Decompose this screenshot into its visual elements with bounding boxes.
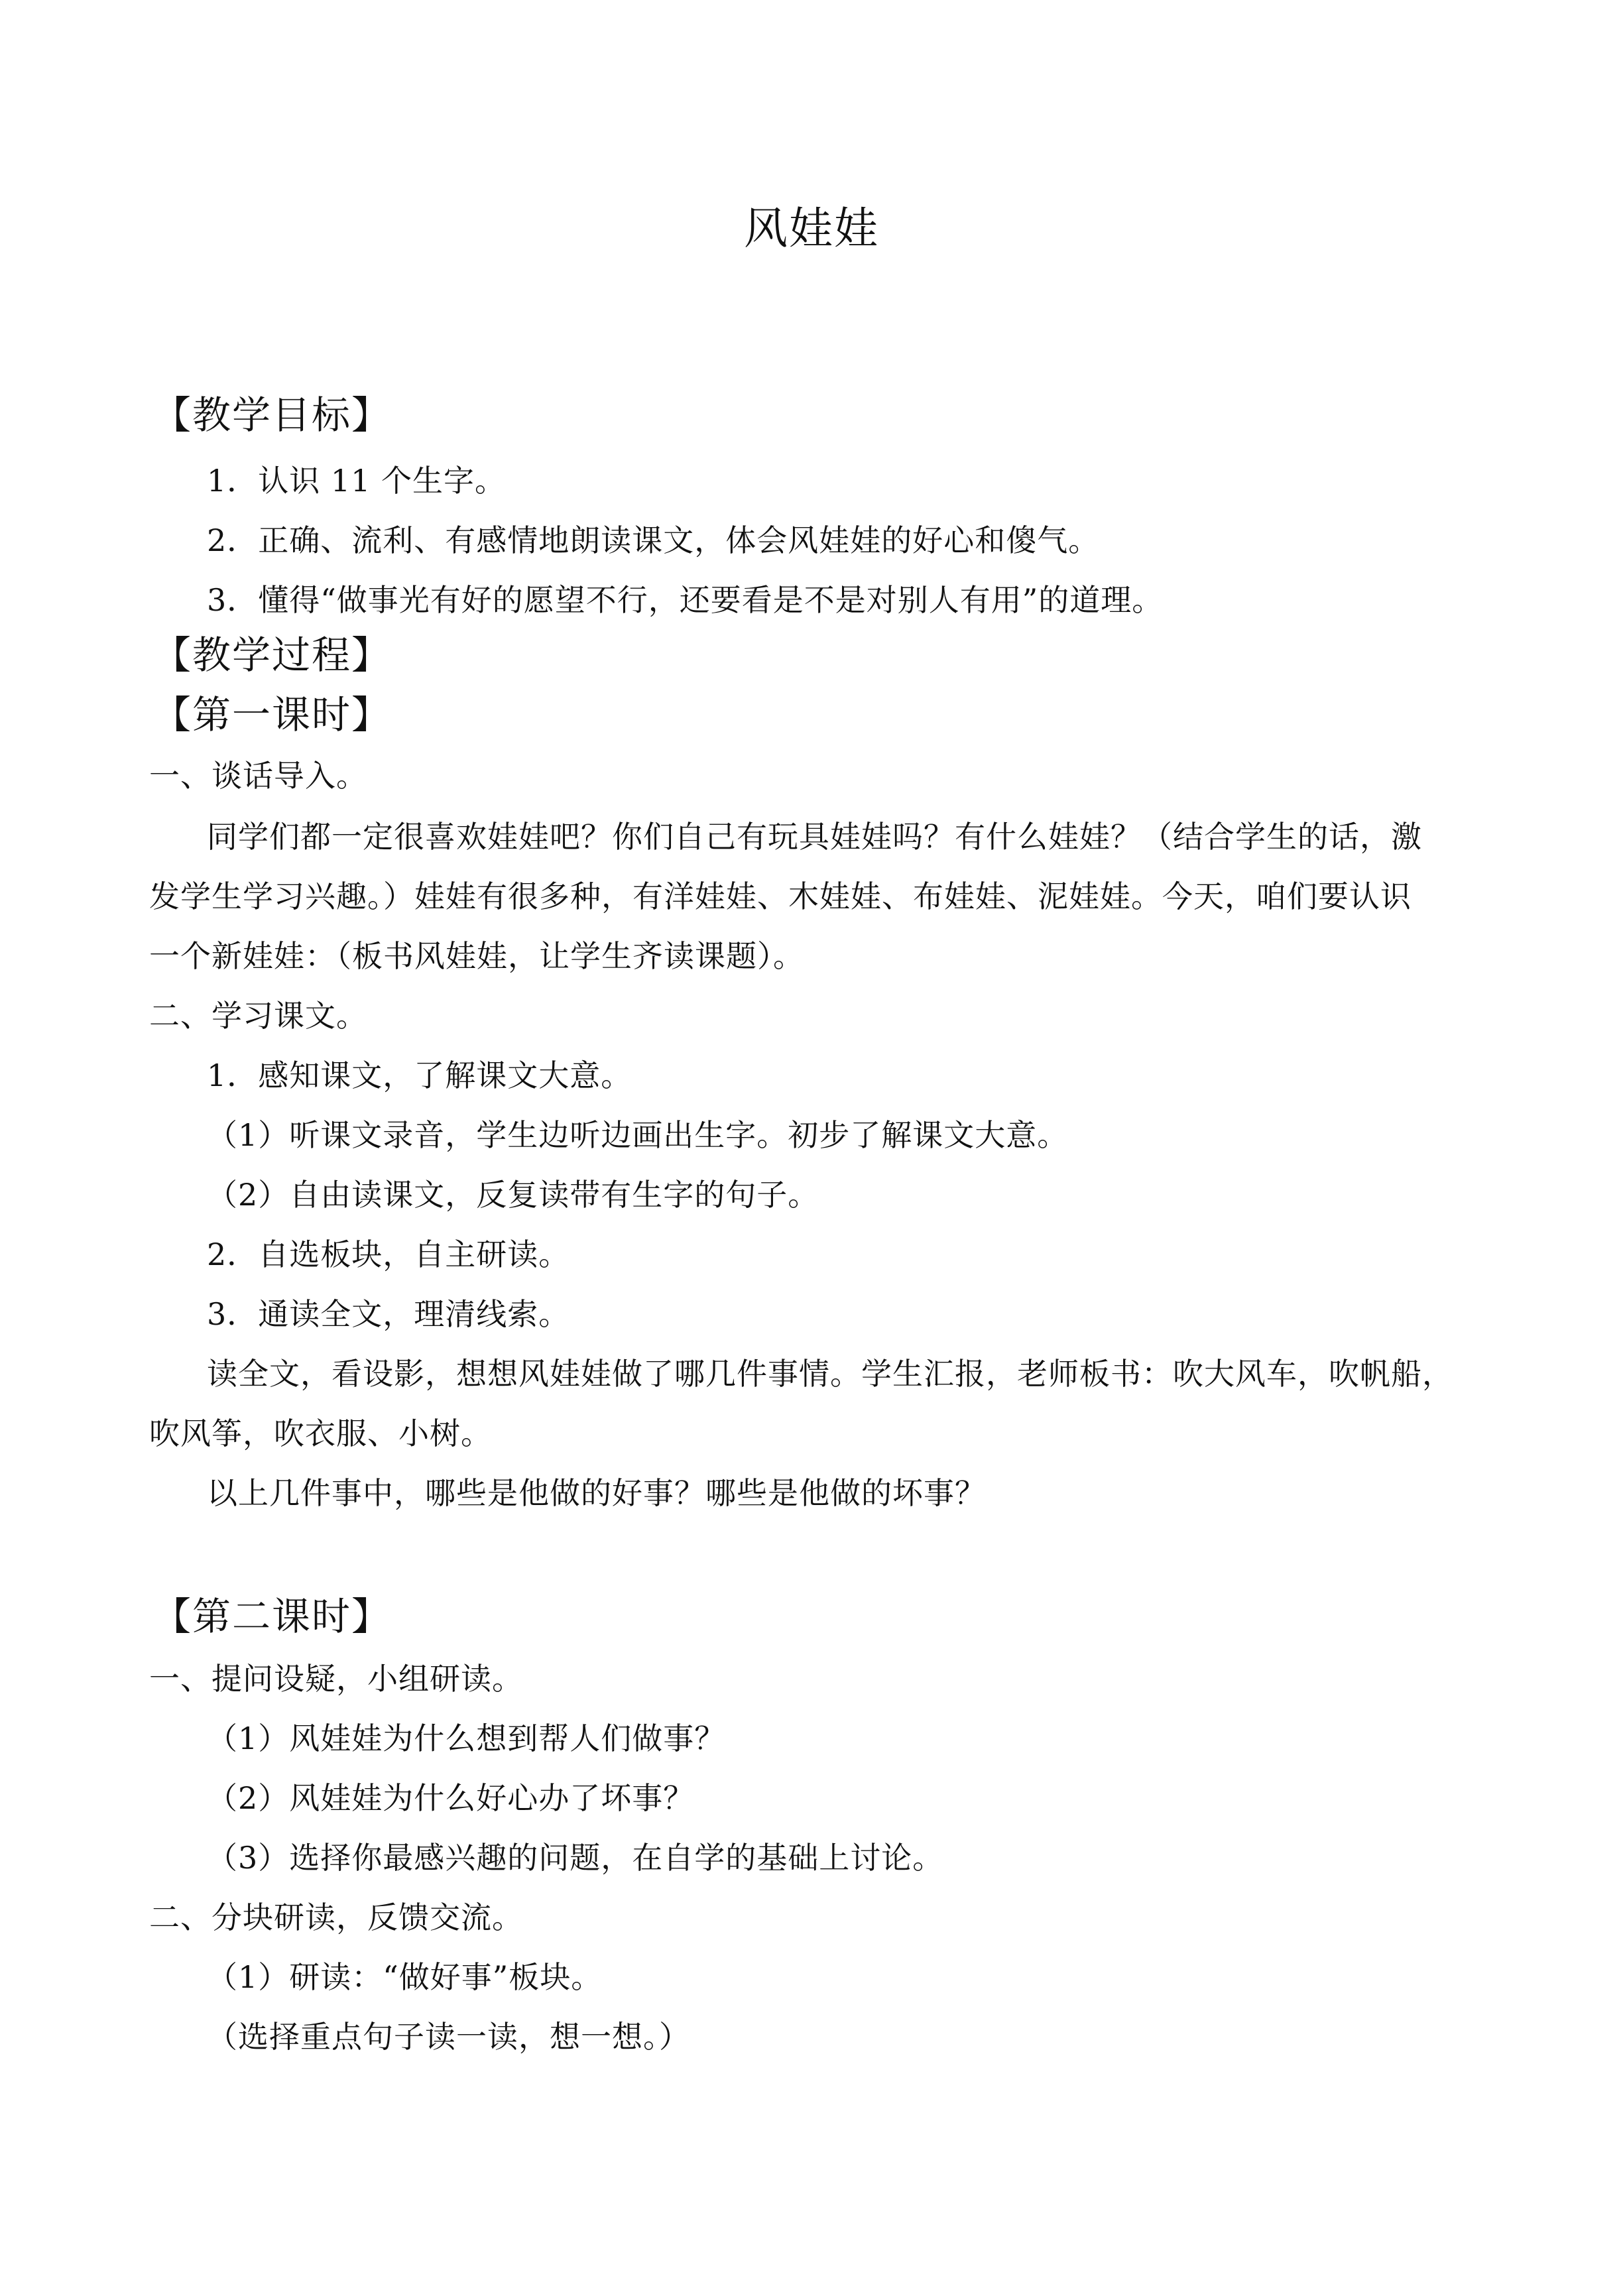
lesson1-question-paragraph: 以上几件事中，哪些是他做的好事？哪些是他做的坏事？ (207, 1475, 986, 1511)
document-title: 风娃娃 (744, 203, 879, 254)
heading-lesson-1: 【第一课时】 (152, 692, 392, 737)
lesson1-reading-paragraph-line-1: 读全文，看设影，想想风娃娃做了哪几件事情。学生汇报，老师板书：吹大风车，吹帆船， (207, 1356, 1453, 1392)
goal-item-1: 1．认识 11 个生字。 (207, 463, 507, 499)
lesson2-part2-heading: 二、分块研读，反馈交流。 (149, 1900, 523, 1935)
goal-item-2: 2．正确、流利、有感情地朗读课文，体会风娃娃的好心和傻气。 (207, 522, 1100, 558)
lesson1-reading-paragraph-line-2: 吹风筝，吹衣服、小树。 (149, 1416, 492, 1451)
lesson1-part1-heading: 一、谈话导入。 (149, 758, 367, 794)
heading-lesson-2: 【第二课时】 (152, 1594, 392, 1639)
lesson2-reading-1-note: （选择重点句子读一读，想一想。） (207, 2019, 690, 2055)
lesson1-step-1: 1．感知课文，了解课文大意。 (207, 1057, 632, 1093)
lesson2-question-2: （2）风娃娃为什么好心办了坏事？ (207, 1780, 695, 1816)
lesson1-intro-paragraph-line-1: 同学们都一定很喜欢娃娃吧？你们自己有玩具娃娃吗？有什么娃娃？（结合学生的话，激 (207, 819, 1422, 855)
lesson1-intro-paragraph-line-2: 发学生学习兴趣。）娃娃有很多种，有洋娃娃、木娃娃、布娃娃、泥娃娃。今天，咱们要认识 (149, 878, 1412, 914)
lesson1-step-3: 3．通读全文，理清线索。 (207, 1296, 570, 1332)
lesson2-part1-heading: 一、提问设疑，小组研读。 (149, 1661, 523, 1697)
goal-item-3: 3．懂得“做事光有好的愿望不行，还要看是不是对别人有用”的道理。 (207, 582, 1164, 618)
lesson1-step-1-sub-1: （1）听课文录音，学生边听边画出生字。初步了解课文大意。 (207, 1117, 1069, 1153)
lesson1-part2-heading: 二、学习课文。 (149, 998, 367, 1034)
lesson1-intro-paragraph-line-3: 一个新娃娃：（板书风娃娃，让学生齐读课题）。 (149, 938, 804, 974)
lesson2-question-1: （1）风娃娃为什么想到帮人们做事？ (207, 1721, 726, 1756)
lesson1-step-2: 2．自选板块，自主研读。 (207, 1237, 570, 1272)
lesson1-step-1-sub-2: （2）自由读课文，反复读带有生字的句子。 (207, 1177, 819, 1213)
heading-teaching-goals: 【教学目标】 (152, 393, 392, 438)
lesson2-reading-1: （1）研读：“做好事”板块。 (207, 1959, 603, 1995)
heading-teaching-process: 【教学过程】 (152, 633, 392, 678)
lesson2-question-3: （3）选择你最感兴趣的问题，在自学的基础上讨论。 (207, 1840, 944, 1876)
